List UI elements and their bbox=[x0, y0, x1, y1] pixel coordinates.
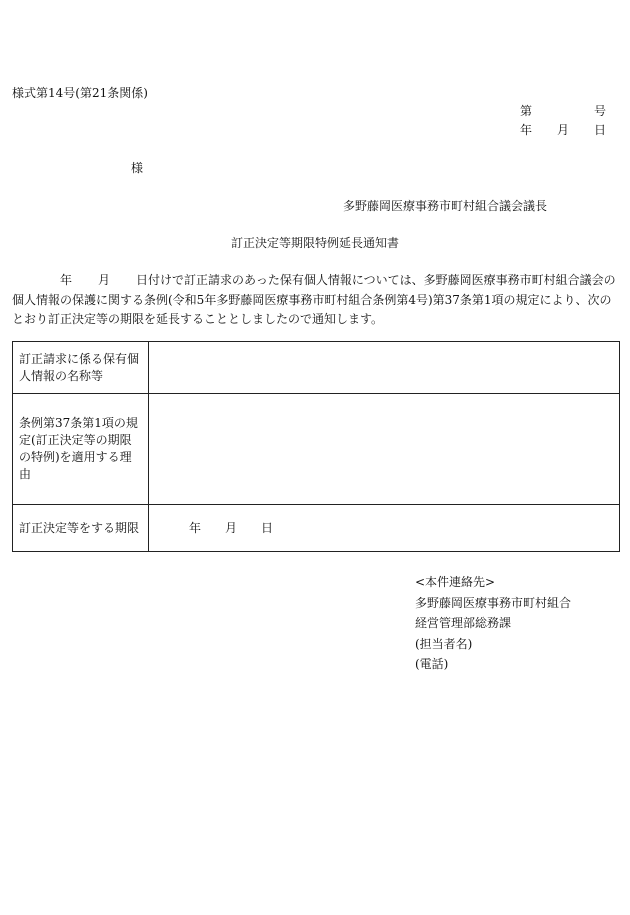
issue-date bbox=[520, 122, 606, 138]
deadline-cell bbox=[149, 505, 620, 552]
deadline-year: 年 bbox=[189, 520, 202, 535]
contact-heading: <本件連絡先> bbox=[415, 575, 496, 589]
row-value bbox=[149, 394, 620, 505]
issue-date-month: 月 bbox=[556, 123, 569, 137]
form-number: 様式第14号(第21条関係) bbox=[12, 86, 148, 100]
table-row bbox=[13, 505, 620, 552]
row-label: 条例第37条第1項の規定(訂正決定等の期限の特例)を適用する理由 bbox=[13, 394, 149, 505]
table-row bbox=[13, 342, 620, 394]
table-row bbox=[13, 394, 620, 505]
issue-date-day: 日 bbox=[593, 123, 606, 137]
deadline-day: 日 bbox=[261, 520, 274, 535]
row-value bbox=[149, 342, 620, 394]
body-month: 月 bbox=[98, 273, 111, 287]
sender: 多野藤岡医療事務市町村組合議会議長 bbox=[343, 199, 548, 213]
document-number bbox=[520, 103, 606, 119]
doc-number-prefix: 第 bbox=[520, 104, 533, 118]
body-year: 年 bbox=[60, 273, 73, 287]
issue-date-year: 年 bbox=[520, 123, 533, 137]
row-label: 訂正請求に係る保有個人情報の名称等 bbox=[13, 342, 149, 394]
contact-person: (担当者名) bbox=[415, 636, 473, 651]
contact-department: 経営管理部総務課 bbox=[415, 616, 512, 630]
body-text: 日付けで訂正請求のあった保有個人情報については、多野藤岡医療事務市町村組合議会の個人情報の保護に関する条例(令和5年多野藤岡医療事務市町村組合条例第4号)第37条第1項の規定により、次のとおり訂正決定等の期限を延長することとしましたので通知します。 bbox=[12, 273, 616, 326]
deadline-date bbox=[155, 520, 613, 537]
info-table bbox=[12, 341, 620, 552]
doc-number-suffix: 号 bbox=[593, 104, 606, 118]
document-title: 訂正決定等期限特例延長通知書 bbox=[230, 236, 399, 250]
contact-organization: 多野藤岡医療事務市町村組合 bbox=[415, 595, 572, 610]
addressee: 様 bbox=[131, 161, 144, 175]
contact-block bbox=[415, 572, 571, 675]
body-paragraph bbox=[12, 271, 618, 330]
contact-phone: (電話) bbox=[415, 657, 449, 671]
row-label: 訂正決定等をする期限 bbox=[13, 505, 149, 552]
deadline-month: 月 bbox=[225, 520, 238, 535]
